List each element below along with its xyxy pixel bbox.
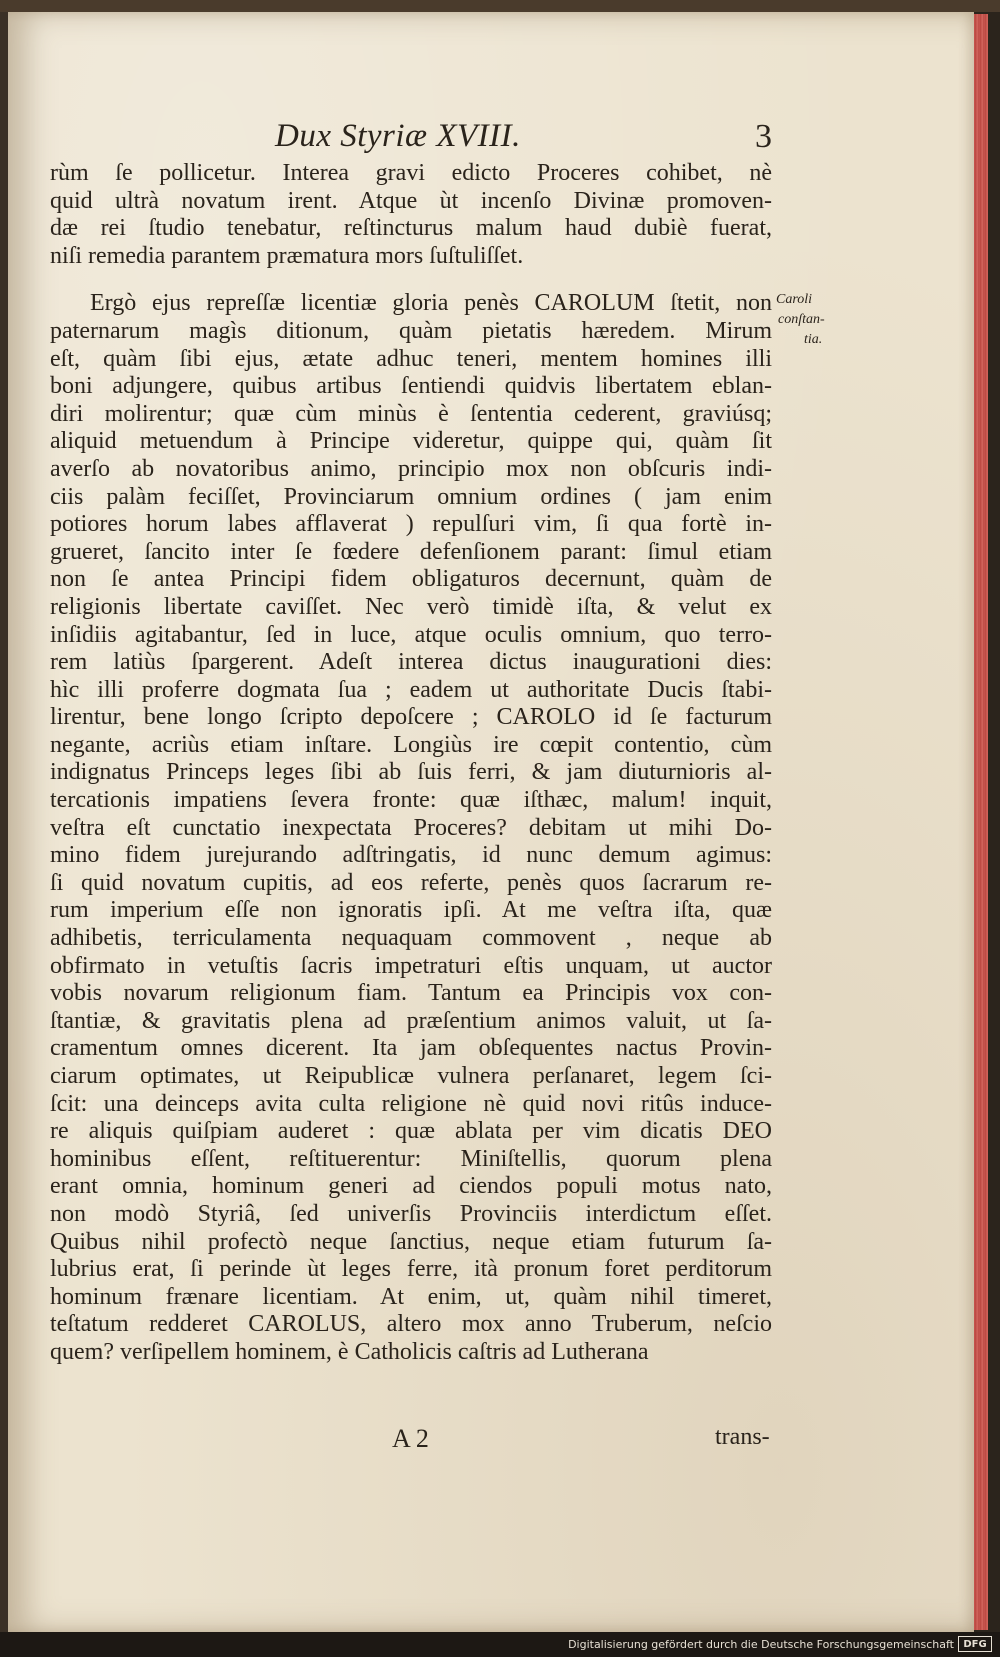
text-line: cramentum omnes dicerent. Ita jam obſequentes nactus Provin- — [50, 1035, 772, 1062]
text-line: negante, acriùs etiam inſtare. Longiùs ire cœpit contentio, cùm — [50, 731, 772, 758]
running-head-title: Dux Styriæ XVIII. — [275, 118, 521, 154]
text-line: averſo ab novatoribus animo, principio mox non obſcuris indi- — [50, 455, 772, 482]
text-line: aliquid metuendum à Principe videretur, quippe qui, quàm ſit — [50, 428, 772, 455]
text-line: potiores horum labes afflaverat ) repulſuri vim, ſi qua fortè in- — [50, 511, 772, 538]
text-line: indignatus Princeps leges ſibi ab ſuis ferri, & jam diuturnioris al- — [50, 759, 772, 786]
text-line: dæ rei ſtudio tenebatur, reſtincturus malum haud dubiè fuerat, — [50, 215, 772, 242]
signature-mark: A 2 — [392, 1424, 429, 1453]
catchword: trans- — [715, 1424, 770, 1450]
text-line: ſtantiæ, & gravitatis plena ad præſentium animos valuit, ut ſa- — [50, 1007, 772, 1034]
paragraph-gap — [50, 270, 772, 290]
text-line: adhibetis, terriculamenta nequaquam commovent , neque ab — [50, 925, 772, 952]
text-line: religionis libertate caviſſet. Nec verò timidè iſta, & velut ex — [50, 593, 772, 620]
text-line: hominum frænare licentiam. At enim, ut, quàm nihil timeret, — [50, 1283, 772, 1310]
text-line: rùm ſe pollicetur. Interea gravi edicto Proceres cohibet, nè — [50, 160, 772, 186]
text-line: teſtatum redderet CAROLUS, altero mox anno Truberum, neſcio — [50, 1311, 772, 1338]
dfg-logo: DFG — [958, 1636, 992, 1652]
text-line: quem? verſipellem hominem, è Catholicis caſtris ad Lutherana — [50, 1338, 649, 1365]
text-line: grueret, ſancito inter ſe fœdere defenſionem parant: ſimul etiam — [50, 538, 772, 565]
text-line: non ſe antea Principi fidem obligaturos decernunt, quàm de — [50, 566, 772, 593]
text-line: Ergò ejus repreſſæ licentiæ gloria penès CAROLUM ſtetit, non — [90, 290, 772, 317]
page-number: 3 — [755, 118, 772, 155]
text-line: niſi remedia parantem præmatura mors ſuſtuliſſet. — [50, 242, 524, 269]
text-line: ſi quid novatum cupitis, ad eos referte, penès quos ſacrarum re- — [50, 869, 772, 896]
text-line: boni adjungere, quibus artibus ſentiendi quidvis libertatem eblan- — [50, 373, 772, 400]
text-line: vobis novarum religionum fiam. Tantum ea Principis vox con- — [50, 980, 772, 1007]
book-spine-edge — [0, 0, 1000, 12]
text-line: eſt, quàm ſibi ejus, ætate adhuc teneri, mentem homines illi — [50, 345, 772, 372]
text-line: ſcit: una deinceps avita culta religione nè quid novi ritûs induce- — [50, 1090, 772, 1117]
body-text — [50, 160, 772, 1367]
margin-note-line: tia. — [804, 332, 823, 347]
text-line: lirentur, bene longo ſcripto depoſcere ; CAROLO id ſe facturum — [50, 704, 772, 731]
text-line: erant omnia, hominum generi ad ciendos populi motus nato, — [50, 1173, 772, 1200]
text-line: non modò Styriâ, ſed univerſis Provinciis interdictum eſſet. — [50, 1200, 772, 1227]
text-line: diri molirentur; quæ cùm minùs è ſententia cederent, graviúsq; — [50, 400, 772, 427]
margin-note-line: conſtan- — [778, 312, 825, 327]
text-line: hìc illi proferre dogmata ſua ; eadem ut authoritate Ducis ſtabi- — [50, 676, 772, 703]
text-line: paternarum magìs ditionum, quàm pietatis hæredem. Mirum — [50, 317, 772, 344]
margin-note-line: Caroli — [776, 292, 813, 307]
text-line: hominibus eſſent, reſtituerentur: Miniſtellis, quorum plena — [50, 1145, 772, 1172]
text-line: Quibus nihil profectò neque ſanctius, neque etiam futurum ſa- — [50, 1228, 772, 1255]
footer-credit: Digitalisierung gefördert durch die Deutsche Forschungsgemeinschaft — [568, 1638, 954, 1651]
text-line: veſtra eſt cunctatio inexpectata Proceres? debitam ut mihi Do- — [50, 814, 772, 841]
text-line: lubrius erat, ſi perinde ùt leges ferre, ità pronum foret perditorum — [50, 1256, 772, 1283]
margin-note — [776, 290, 836, 350]
text-line: re aliquis quiſpiam auderet : quæ ablata per vim dicatis DEO — [50, 1118, 772, 1145]
text-line: ciarum optimates, ut Reipublicæ vulnera perſanaret, legem ſci- — [50, 1063, 772, 1089]
text-line: mino fidem jurejurando adſtringatis, id nunc demum agimus: — [50, 842, 772, 869]
text-line: tercationis impatiens ſevera fronte: quæ iſthæc, malum! inquit, — [50, 787, 772, 814]
text-line: ciis palàm feciſſet, Provinciarum omnium ordines ( jam enim — [50, 483, 772, 510]
text-line: inſidiis agitabantur, ſed in luce, atque oculis omnium, quo terro- — [50, 621, 772, 648]
text-line: rem latiùs ſpargerent. Adeſt interea dictus inaugurationi dies: — [50, 649, 772, 676]
red-page-edges — [974, 14, 988, 1630]
text-line: obfirmato in vetuſtis ſacris impetraturi eſtis unquam, ut auctor — [50, 952, 772, 979]
running-head — [0, 118, 966, 158]
text-line: rum imperium eſſe non ignoratis ipſi. At me veſtra iſta, quæ — [50, 897, 772, 924]
text-line: quid ultrà novatum irent. Atque ùt incenſo Divinæ promoven- — [50, 187, 772, 214]
